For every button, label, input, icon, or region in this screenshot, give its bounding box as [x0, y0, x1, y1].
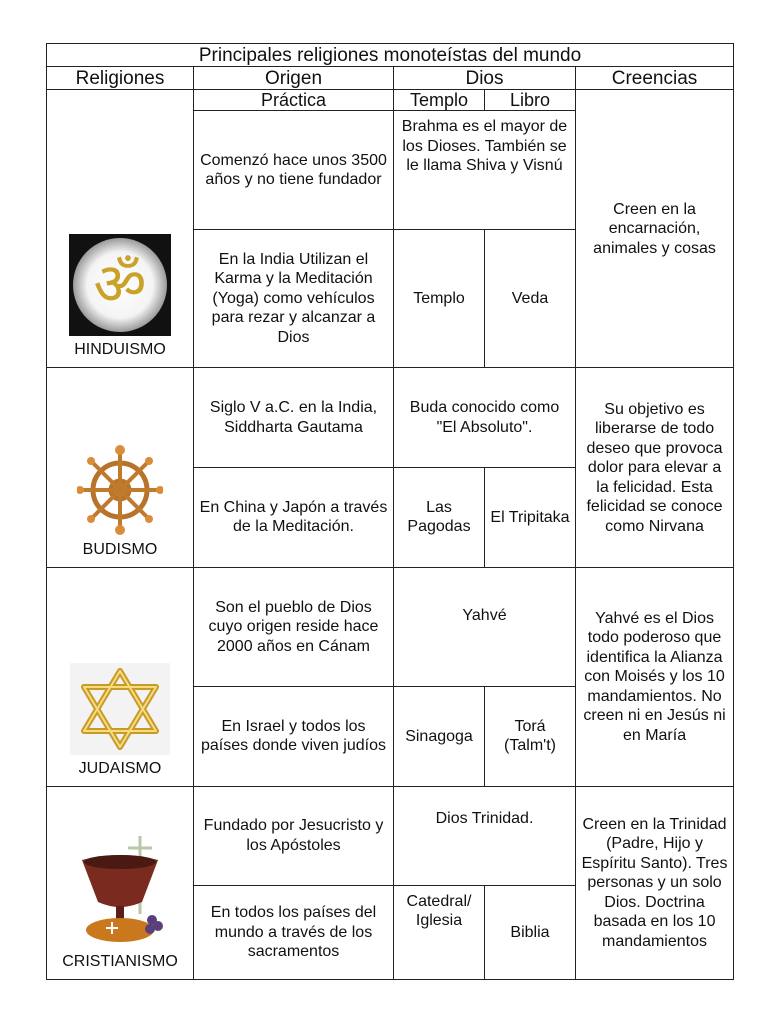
creencias-cell: Su objetivo es liberarse de todo deseo que provoca dolor para elevar a la felicidad. Esta felicidad se conoce como Nirvana — [576, 368, 734, 568]
dios-cell: Yahvé — [394, 568, 576, 687]
header-creencias: Creencias — [576, 67, 734, 90]
dios-cell: Brahma es el mayor de los Dioses. También se le llama Shiva y Visnú — [394, 111, 576, 230]
svg-text:ॐ: ॐ — [93, 249, 147, 318]
header-origen: Origen — [194, 67, 394, 90]
practica-cell: En China y Japón a través de la Meditación. — [194, 467, 394, 567]
dharma-wheel-icon — [77, 444, 163, 536]
origen-cell: Comenzó hace unos 3500 años y no tiene fundador — [194, 111, 394, 230]
chalice-cross-icon — [72, 832, 168, 948]
practica-cell: En todos los países del mundo a través de los sacramentos — [194, 885, 394, 979]
religion-cell-cristianismo — [47, 787, 194, 980]
libro-cell: Torá (Talm't) — [485, 686, 576, 786]
dios-cell: Dios Trinidad. — [394, 787, 576, 885]
practica-cell: En Israel y todos los países donde viven judíos — [194, 686, 394, 786]
religion-name: JUDAISMO — [78, 759, 162, 777]
origen-cell: Siglo V a.C. en la India, Siddharta Gautama — [194, 368, 394, 467]
table-title: Principales religiones monoteístas del mundo — [47, 44, 734, 67]
libro-cell: El Tripitaka — [485, 467, 576, 567]
templo-cell: Catedral/ Iglesia — [394, 885, 485, 979]
religions-table — [46, 43, 734, 980]
creencias-cell: Creen en la encarnación, animales y cosas — [576, 90, 734, 368]
templo-cell: Las Pagodas — [394, 467, 485, 567]
origen-cell: Son el pueblo de Dios cuyo origen reside hace 2000 años en Cánam — [194, 568, 394, 687]
religion-name: HINDUISMO — [74, 340, 166, 358]
libro-cell: Veda — [485, 229, 576, 368]
templo-cell: Sinagoga — [394, 686, 485, 786]
origen-cell: Fundado por Jesucristo y los Apóstoles — [194, 787, 394, 885]
creencias-cell: Yahvé es el Dios todo poderoso que identifica la Alianza con Moisés y los 10 mandamientos. No creen ni en Jesús ni en María — [576, 568, 734, 787]
libro-cell: Biblia — [485, 885, 576, 979]
religion-name: CRISTIANISMO — [62, 952, 178, 970]
header-dios: Dios — [394, 67, 576, 90]
religion-cell-judaismo — [47, 568, 194, 787]
religion-cell-budismo — [47, 368, 194, 568]
star-of-david-icon — [70, 663, 170, 755]
om-icon — [69, 234, 171, 336]
templo-cell: Templo — [394, 229, 485, 368]
header-practica: Práctica — [194, 90, 394, 111]
header-religiones: Religiones — [47, 67, 194, 90]
religion-name: BUDISMO — [82, 540, 158, 558]
religion-cell-hinduismo — [47, 90, 194, 368]
header-libro: Libro — [485, 90, 576, 111]
dios-cell: Buda conocido como "El Absoluto". — [394, 368, 576, 467]
practica-cell: En la India Utilizan el Karma y la Meditación (Yoga) como vehículos para rezar y alcanzar a Dios — [194, 229, 394, 368]
header-templo: Templo — [394, 90, 485, 111]
creencias-cell: Creen en la Trinidad (Padre, Hijo y Espíritu Santo). Tres personas y un solo Dios. Doctrina basada en los 10 mandamientos — [576, 787, 734, 980]
